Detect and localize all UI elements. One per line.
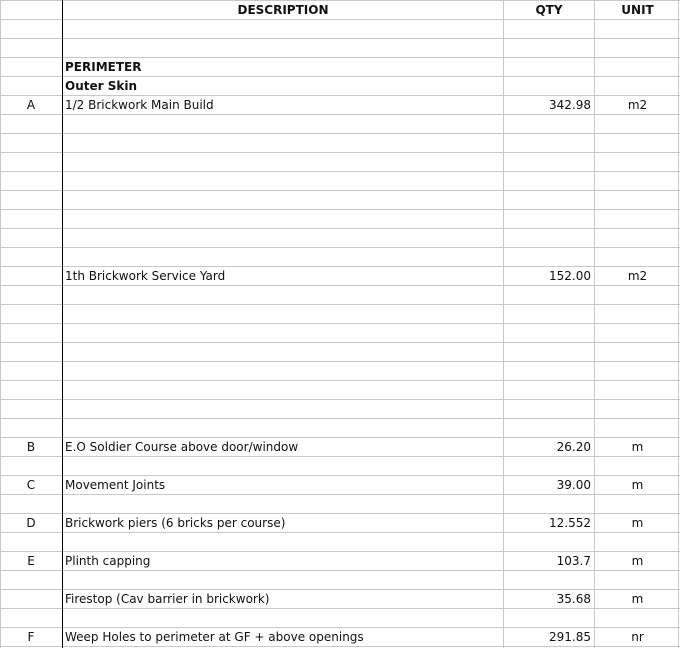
description-cell[interactable] bbox=[63, 286, 503, 304]
qty-cell[interactable] bbox=[504, 77, 594, 95]
ref-cell[interactable] bbox=[0, 400, 62, 418]
qty-cell[interactable] bbox=[504, 20, 594, 38]
unit-cell[interactable] bbox=[595, 286, 680, 304]
table-row bbox=[0, 20, 680, 39]
unit-cell[interactable] bbox=[595, 39, 680, 57]
qty-cell[interactable] bbox=[504, 172, 594, 190]
table-row bbox=[0, 248, 680, 267]
description-cell[interactable]: 1th Brickwork Service Yard bbox=[65, 269, 226, 283]
qty-cell[interactable] bbox=[504, 324, 594, 342]
description-cell[interactable] bbox=[63, 210, 503, 228]
unit-cell[interactable] bbox=[595, 153, 680, 171]
unit-cell[interactable]: m bbox=[631, 516, 644, 530]
description-cell[interactable] bbox=[63, 495, 503, 513]
table-row bbox=[0, 286, 680, 305]
ref-cell[interactable] bbox=[0, 590, 62, 608]
unit-cell[interactable] bbox=[595, 191, 680, 209]
description-cell[interactable]: Firestop (Cav barrier in brickwork) bbox=[65, 592, 270, 606]
qty-cell[interactable] bbox=[504, 134, 594, 152]
right-border bbox=[678, 0, 679, 648]
ref-cell[interactable]: E bbox=[27, 554, 35, 568]
ref-cell[interactable] bbox=[0, 58, 62, 76]
unit-cell[interactable] bbox=[595, 134, 680, 152]
qty-cell[interactable]: 35.68 bbox=[556, 592, 591, 606]
unit-cell[interactable] bbox=[595, 115, 680, 133]
ref-cell[interactable] bbox=[0, 362, 62, 380]
ref-cell[interactable] bbox=[0, 457, 62, 475]
description-cell[interactable] bbox=[63, 419, 503, 437]
table-row bbox=[0, 343, 680, 362]
table-row bbox=[0, 153, 680, 172]
qty-cell[interactable] bbox=[504, 609, 594, 627]
table-row bbox=[0, 58, 680, 77]
table-row bbox=[0, 571, 680, 590]
unit-cell[interactable]: m bbox=[631, 440, 644, 454]
qty-cell[interactable] bbox=[504, 362, 594, 380]
ref-cell[interactable]: F bbox=[27, 630, 35, 644]
table-row bbox=[0, 210, 680, 229]
table-row bbox=[0, 609, 680, 628]
qty-cell[interactable] bbox=[504, 495, 594, 513]
ref-cell[interactable] bbox=[0, 39, 62, 57]
qty-cell[interactable]: 342.98 bbox=[549, 98, 591, 112]
table-row bbox=[0, 628, 680, 647]
description-cell[interactable]: Weep Holes to perimeter at GF + above openings bbox=[65, 630, 364, 644]
qty-cell[interactable] bbox=[504, 419, 594, 437]
ref-cell[interactable] bbox=[0, 305, 62, 323]
description-cell[interactable]: Movement Joints bbox=[65, 478, 166, 492]
qty-cell[interactable] bbox=[504, 457, 594, 475]
unit-cell[interactable] bbox=[595, 305, 680, 323]
table-row bbox=[0, 191, 680, 210]
header-row bbox=[0, 1, 680, 20]
description-cell[interactable] bbox=[63, 400, 503, 418]
unit-cell[interactable] bbox=[595, 381, 680, 399]
ref-cell[interactable] bbox=[0, 343, 62, 361]
ref-cell[interactable] bbox=[0, 77, 62, 95]
unit-cell[interactable] bbox=[595, 400, 680, 418]
description-cell[interactable] bbox=[63, 191, 503, 209]
ref-cell[interactable] bbox=[0, 210, 62, 228]
description-cell[interactable]: E.O Soldier Course above door/window bbox=[65, 440, 299, 454]
table-row bbox=[0, 495, 680, 514]
unit-cell[interactable]: nr bbox=[631, 630, 644, 644]
unit-cell[interactable]: m bbox=[631, 592, 644, 606]
unit-cell[interactable] bbox=[595, 362, 680, 380]
ref-cell[interactable] bbox=[0, 571, 62, 589]
description-cell[interactable] bbox=[63, 457, 503, 475]
ref-column-divider bbox=[62, 0, 63, 648]
description-cell[interactable] bbox=[63, 362, 503, 380]
unit-cell[interactable]: m2 bbox=[627, 98, 648, 112]
qty-cell[interactable] bbox=[504, 381, 594, 399]
description-cell[interactable] bbox=[63, 134, 503, 152]
qty-cell[interactable] bbox=[504, 400, 594, 418]
unit-cell[interactable]: m2 bbox=[627, 269, 648, 283]
ref-cell[interactable] bbox=[0, 533, 62, 551]
description-cell[interactable]: Plinth capping bbox=[65, 554, 151, 568]
ref-cell[interactable]: A bbox=[26, 98, 36, 112]
unit-cell[interactable] bbox=[595, 495, 680, 513]
unit-cell[interactable] bbox=[595, 248, 680, 266]
qty-cell[interactable] bbox=[504, 115, 594, 133]
table-row bbox=[0, 324, 680, 343]
unit-cell[interactable] bbox=[595, 77, 680, 95]
description-cell[interactable] bbox=[63, 609, 503, 627]
description-cell[interactable] bbox=[63, 115, 503, 133]
ref-cell[interactable] bbox=[0, 495, 62, 513]
table-row bbox=[0, 514, 680, 533]
description-cell[interactable] bbox=[63, 571, 503, 589]
qty-cell[interactable]: 152.00 bbox=[549, 269, 591, 283]
description-cell[interactable]: Outer Skin bbox=[65, 79, 137, 93]
table-row bbox=[0, 438, 680, 457]
unit-cell[interactable] bbox=[595, 533, 680, 551]
table-row bbox=[0, 39, 680, 58]
table-row bbox=[0, 96, 680, 115]
unit-cell[interactable]: m bbox=[631, 478, 644, 492]
unit-cell[interactable]: m bbox=[631, 554, 644, 568]
unit-cell[interactable] bbox=[595, 58, 680, 76]
table-row bbox=[0, 400, 680, 419]
header-qty[interactable]: QTY bbox=[535, 3, 563, 17]
description-cell[interactable] bbox=[63, 324, 503, 342]
description-cell[interactable] bbox=[63, 248, 503, 266]
qty-column-divider bbox=[503, 0, 504, 648]
description-cell[interactable] bbox=[63, 305, 503, 323]
qty-cell[interactable] bbox=[504, 191, 594, 209]
table-row bbox=[0, 362, 680, 381]
unit-cell[interactable] bbox=[595, 609, 680, 627]
unit-cell[interactable] bbox=[595, 343, 680, 361]
qty-cell[interactable] bbox=[504, 210, 594, 228]
qty-cell[interactable]: 39.00 bbox=[556, 478, 591, 492]
unit-cell[interactable] bbox=[595, 229, 680, 247]
qty-cell[interactable] bbox=[504, 153, 594, 171]
ref-cell[interactable] bbox=[0, 609, 62, 627]
qty-cell[interactable] bbox=[504, 229, 594, 247]
unit-cell[interactable] bbox=[595, 324, 680, 342]
unit-cell[interactable] bbox=[595, 457, 680, 475]
qty-cell[interactable] bbox=[504, 533, 594, 551]
ref-cell[interactable]: B bbox=[26, 440, 36, 454]
table-row bbox=[0, 533, 680, 552]
qty-cell[interactable]: 26.20 bbox=[556, 440, 591, 454]
ref-cell[interactable] bbox=[0, 20, 62, 38]
ref-cell[interactable] bbox=[0, 191, 62, 209]
description-cell[interactable] bbox=[63, 172, 503, 190]
qty-cell[interactable]: 291.85 bbox=[549, 630, 591, 644]
table-row bbox=[0, 457, 680, 476]
ref-cell[interactable] bbox=[0, 381, 62, 399]
table-row bbox=[0, 172, 680, 191]
description-cell[interactable] bbox=[63, 533, 503, 551]
ref-cell[interactable] bbox=[0, 267, 62, 285]
table-row bbox=[0, 229, 680, 248]
unit-cell[interactable] bbox=[595, 210, 680, 228]
qty-cell[interactable] bbox=[504, 343, 594, 361]
unit-column-divider bbox=[594, 0, 595, 648]
unit-cell[interactable] bbox=[595, 172, 680, 190]
ref-cell[interactable] bbox=[0, 324, 62, 342]
qty-cell[interactable]: 12.552 bbox=[549, 516, 591, 530]
unit-cell[interactable] bbox=[595, 571, 680, 589]
ref-cell[interactable] bbox=[0, 172, 62, 190]
unit-cell[interactable] bbox=[595, 20, 680, 38]
qty-cell[interactable] bbox=[504, 286, 594, 304]
qty-cell[interactable] bbox=[504, 305, 594, 323]
ref-cell[interactable] bbox=[0, 115, 62, 133]
description-cell[interactable] bbox=[63, 20, 503, 38]
table-row bbox=[0, 476, 680, 495]
ref-cell[interactable] bbox=[0, 248, 62, 266]
description-cell[interactable] bbox=[63, 343, 503, 361]
table-row bbox=[0, 267, 680, 286]
qty-cell[interactable] bbox=[504, 39, 594, 57]
header-ref-cell[interactable] bbox=[0, 1, 62, 19]
ref-cell[interactable] bbox=[0, 153, 62, 171]
description-cell[interactable]: 1/2 Brickwork Main Build bbox=[65, 98, 214, 112]
table-row bbox=[0, 419, 680, 438]
ref-cell[interactable]: C bbox=[26, 478, 36, 492]
table-row bbox=[0, 115, 680, 134]
table-row bbox=[0, 134, 680, 153]
qty-cell[interactable] bbox=[504, 248, 594, 266]
table-row bbox=[0, 77, 680, 96]
description-cell[interactable] bbox=[63, 229, 503, 247]
description-cell[interactable]: Brickwork piers (6 bricks per course) bbox=[65, 516, 286, 530]
ref-cell[interactable]: D bbox=[26, 516, 36, 530]
qty-cell[interactable] bbox=[504, 58, 594, 76]
ref-cell[interactable] bbox=[0, 134, 62, 152]
header-description[interactable]: DESCRIPTION bbox=[237, 3, 329, 17]
table-row bbox=[0, 590, 680, 609]
ref-cell[interactable] bbox=[0, 419, 62, 437]
ref-cell[interactable] bbox=[0, 286, 62, 304]
qty-cell[interactable] bbox=[504, 571, 594, 589]
table-row bbox=[0, 305, 680, 324]
qty-cell[interactable]: 103.7 bbox=[556, 554, 591, 568]
description-cell[interactable]: PERIMETER bbox=[65, 60, 142, 74]
header-unit[interactable]: UNIT bbox=[621, 3, 654, 17]
description-cell[interactable] bbox=[63, 153, 503, 171]
table-row bbox=[0, 552, 680, 571]
description-cell[interactable] bbox=[63, 381, 503, 399]
ref-cell[interactable] bbox=[0, 229, 62, 247]
left-border bbox=[0, 0, 1, 648]
unit-cell[interactable] bbox=[595, 419, 680, 437]
description-cell[interactable] bbox=[63, 39, 503, 57]
table-row bbox=[0, 381, 680, 400]
